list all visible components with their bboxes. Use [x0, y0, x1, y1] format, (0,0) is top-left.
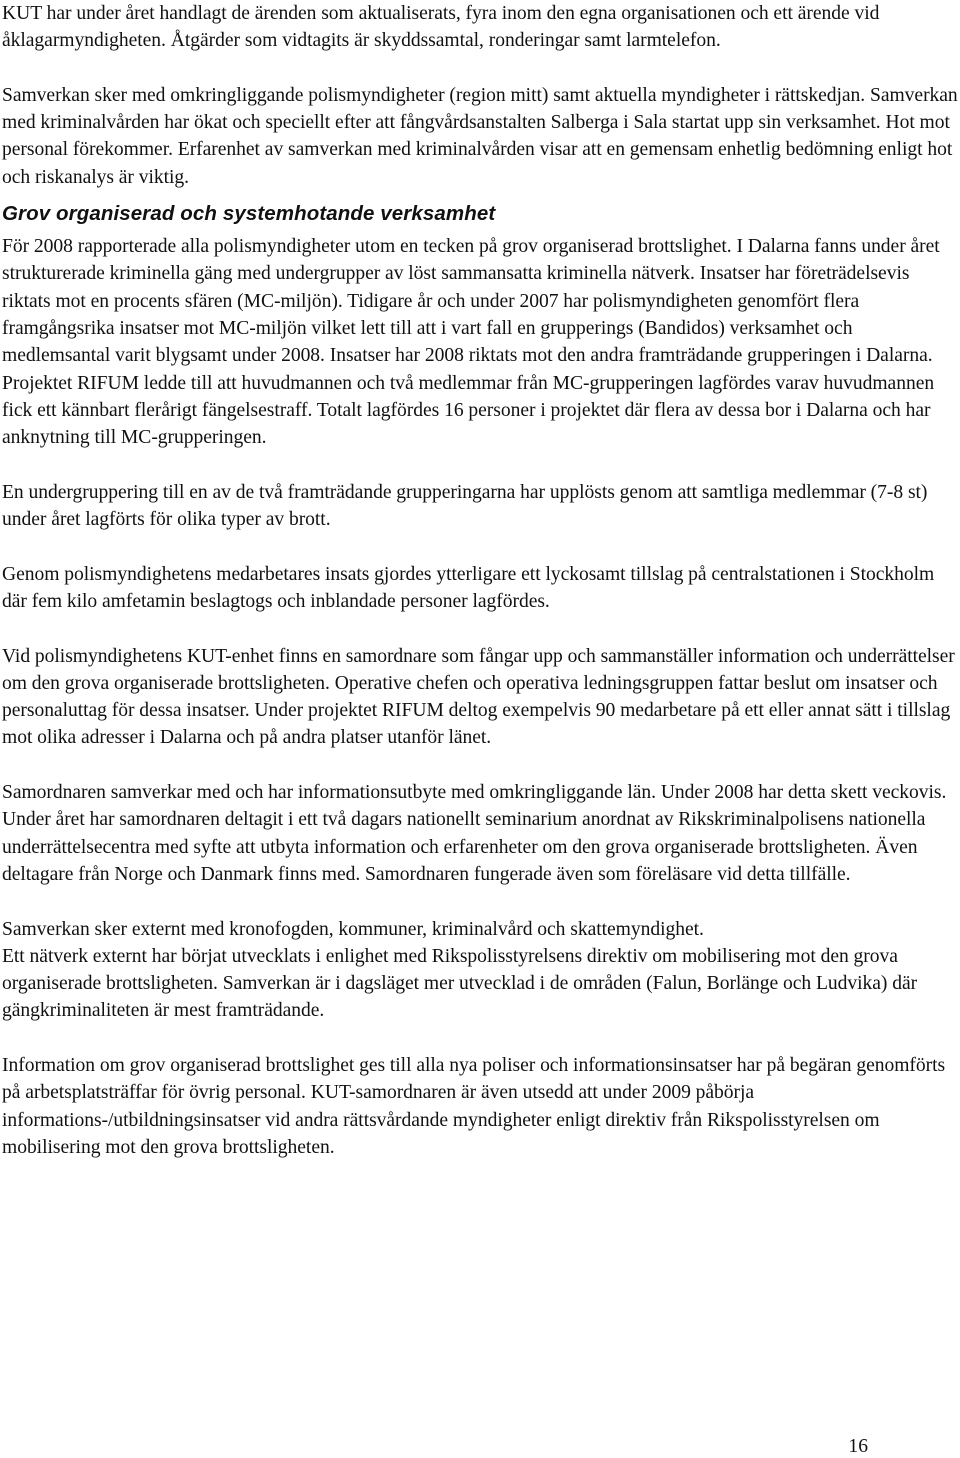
paragraph-information-efforts: Information om grov organiserad brottslighet ges till alla nya poliser och informationsinsatser har på begäran genomförts på arbetsplatsträffar för övrig personal. KUT-samordnaren är även utsedd att under 2009 påbörja informations-/utbildningsinsatser vid andra rättsvårdande myndigheter enligt direktiv från Rikspolisstyrelsen om mobilisering mot den grova brottsligheten. [2, 1054, 946, 1158]
paragraph-coordinator-exchange: Samordnaren samverkar med och har informationsutbyte med omkringliggande län. Under 2008 har detta skett veckovis. Under året har samordnaren deltagit i ett två dagars nationellt seminarium anordnat av Rikskriminalpolisens nationella underrättelsecentra med syfte att utbyta information och erfarenheter om den grova organiserade brottsligheten. Även deltagare från Norge och Danmark finns med. Samordnaren fungerade även som föreläsare vid detta tillfälle. [2, 782, 947, 885]
section-heading: Grov organiserad och systemhotande verksamhet [2, 202, 496, 226]
paragraph-external-cooperation: Samverkan sker externt med kronofogden, kommuner, kriminalvård och skattemyndighet. [2, 918, 704, 940]
paragraph-external-network: Ett nätverk externt har börjat utvecklats i enlighet med Rikspolisstyrelsens direktiv om mobilisering mot den grova organiserade brottsligheten. Samverkan är i dagsläget mer utvecklad i de områden (Falun, Borlänge och Ludvika) där gängkriminaliteten är mest framträdande. [2, 945, 918, 1022]
paragraph-stockholm-seizure: Genom polismyndighetens medarbetares insats gjordes ytterligare ett lyckosamt tillslag på centralstationen i Stockholm där fem kilo amfetamin beslagtogs och inblandade personer lagfördes. [2, 563, 935, 612]
paragraph-organised-crime-2008: För 2008 rapporterade alla polismyndigheter utom en tecken på grov organiserad brottslighet. I Dalarna fanns under året strukturerade kriminella gäng med undergrupper av löst sammansatta kriminella nätverk. Insatser har företrädelsevis riktats mot en procents sfären (MC-miljön). Tidigare år och under 2007 har polismyndigheten genomfört flera framgångsrika insatser mot MC-miljön vilket lett till att i vart fall en grupperings (Bandidos) verksamhet och medlemsantal varit blygsamt under 2008. Insatser har 2008 riktats mot den andra framträdande grupperingen i Dalarna. Projektet RIFUM ledde till att huvudmannen och två medlemmar från MC-grupperingen lagfördes varav huvudmannen fick ett kännbart flerårigt fängelsestraff. Totalt lagfördes 16 personer i projektet där flera av dessa bor i Dalarna och har anknytning till MC-grupperingen. [2, 236, 940, 449]
paragraph-subgroup-dissolved: En undergruppering till en av de två framträdande grupperingarna har upplösts genom att samtliga medlemmar (7-8 st) under året lagförts för olika typer av brott. [2, 481, 928, 531]
page-number: 16 [848, 1436, 868, 1457]
paragraph-threats-handled: KUT har under året handlagt de ärenden som aktualiserats, fyra inom den egna organisationen och ett ärende vid åklagarmyndigheten. Åtgärder som vidtagits är skyddssamtal, ronderingar samt larmtelefon. [2, 3, 880, 52]
paragraph-regional-cooperation: Samverkan sker med omkringliggande polismyndigheter (region mitt) samt aktuella myndigheter i rättskedjan. Samverkan med kriminalvården har ökat och speciellt efter att fångvårdsanstalten Salberga i Sala startat upp sin verksamhet. Hot mot personal förekommer. Erfarenhet av samverkan med kriminalvården visar att en gemensam enhetlig bedömning enligt hot och riskanalys är viktig. [2, 84, 958, 188]
document-body [2, 0, 958, 1161]
paragraph-kut-coordinator: Vid polismyndighetens KUT-enhet finns en samordnare som fångar upp och sammanställer information och underrättelser om den grova organiserade brottsligheten. Operative chefen och operativa ledningsgruppen fattar beslut om insatser och personaluttag för dessa insatser. Under projektet RIFUM deltog exempelvis 90 medarbetare på ett eller annat sätt i tillslag mot olika adresser i Dalarna och på andra platser utanför länet. [2, 645, 955, 749]
